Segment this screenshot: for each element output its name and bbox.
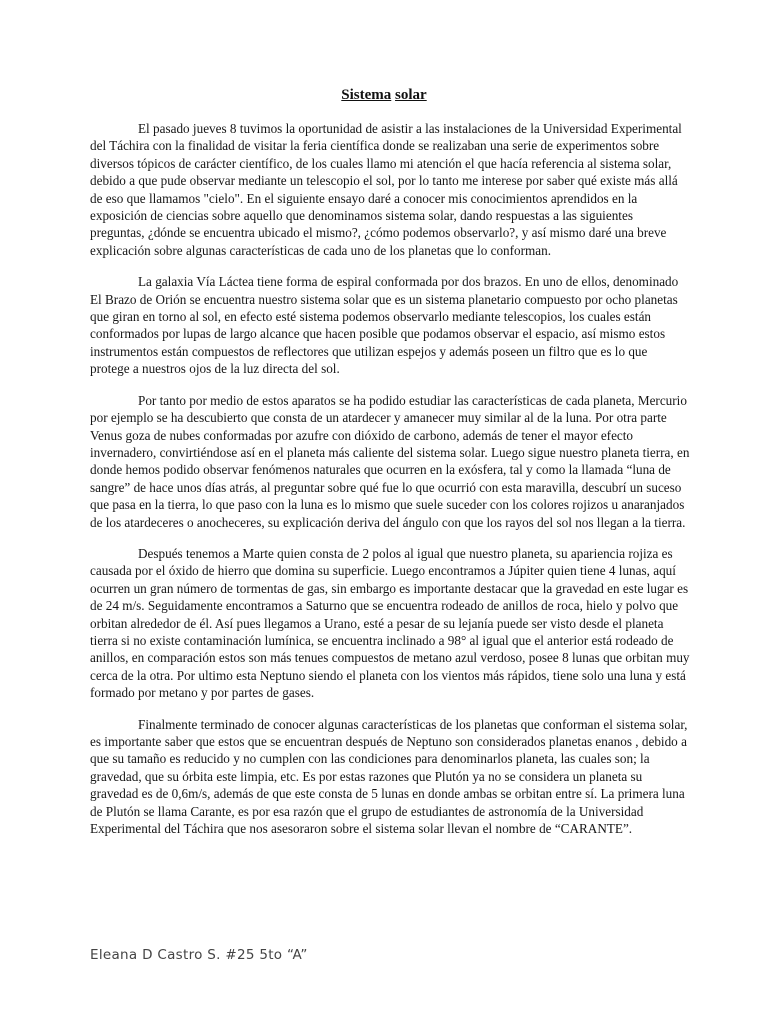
paragraph-planetas-exteriores: Después tenemos a Marte quien consta de 2 polos al igual que nuestro planeta, su apariencia rojiza es causada por el óxido de hierro que domina su superficie. Luego encontramos a Júpiter quien tiene 4 lunas, aquí ocurren un gran número de tormentas de gas, sin embargo es importante destacar que la gravedad en este lugar es de 24 m/s. Seguidamente encontramos a Saturno que se encuentra rodeado de anillos de roca, hielo y polvo que orbitan alrededor de él. Así pues llegamos a Urano, esté a pesar de su lejanía puede ser visto desde el planeta tierra si no existe contaminación lumínica, se encuentra inclinado a 98° al igual que el anterior está rodeado de anillos, en comparación estos son más tenues compuestos de metano azul verdoso, posee 8 lunas que orbitan muy cerca de la otra. Por ultimo esta Neptuno siendo el planeta con los vientos más rápidos, tiene solo una luna y está formado por metano y por partes de gases. [90, 545, 690, 701]
author-footer: Eleana D Castro S. #25 5to “A” [90, 947, 308, 963]
paragraph-conclusion: Finalmente terminado de conocer algunas características de los planetas que conforman el sistema solar, es importante saber que estos que se encuentran después de Neptuno son considerados planetas enanos , debido a que su tamaño es reducido y no cumplen con las condiciones para denominarlos planeta, las cuales son; la gravedad, que su órbita este limpia, etc. Es por estas razones que Plutón ya no se considera un planeta su gravedad es de 0,6m/s, además de que este consta de 5 lunas en donde ambas se orbitan entre sí. La primera luna de Plutón se llama Carante, es por esa razón que el grupo de estudiantes de astronomía de la Universidad Experimental del Táchira que nos asesoraron sobre el sistema solar llevan el nombre de “CARANTE”. [90, 716, 688, 837]
document-body [90, 120, 690, 851]
title-word-sistema: Sistema [341, 87, 392, 103]
paragraph-planetas-interiores: Por tanto por medio de estos aparatos se ha podido estudiar las características de cada planeta, Mercurio por ejemplo se ha descubierto que consta de un atardecer y amanecer muy similar al de la luna. Por otra parte Venus goza de nubes conformadas por azufre con dióxido de carbono, además de tener el mayor efecto invernadero, convirtiéndose así en el planeta más caliente del sistema solar. Luego sigue nuestro planeta tierra, en donde hemos podido observar fenómenos naturales que ocurren en la exósfera, tal y como la llamada “luna de sangre” de hace unos días atrás, al preguntar sobre qué fue lo que ocurrió con esta maravilla, descubrí un suceso que pasa en la tierra, lo que paso con la luna es lo mismo que suele suceder con los colores rojizos u anaranjados de los atardeceres o anocheceres, su explicación deriva del ángulo con que los rayos del sol nos llegan a la tierra. [90, 392, 690, 530]
page-title [0, 87, 768, 104]
paragraph-via-lactea: La galaxia Vía Láctea tiene forma de espiral conformada por dos brazos. En uno de ellos, denominado El Brazo de Orión se encuentra nuestro sistema solar que es un sistema planetario compuesto por ocho planetas que giran en torno al sol, en efecto esté sistema podemos observarlo mediante telescopios, los cuales están conformados por lupas de largo alcance que hacen posible que podamos observar el espacio, así mismo estos instrumentos están compuestos de reflectores que utilizan espejos y además poseen un filtro que es lo que protege a nuestros ojos de la luz directa del sol. [90, 274, 679, 377]
paragraph-intro: El pasado jueves 8 tuvimos la oportunidad de asistir a las instalaciones de la Universidad Experimental del Táchira con la finalidad de visitar la feria científica donde se realizaban una serie de experimentos sobre diversos tópicos de carácter científico, de los cuales llamo mi atención el que hacía referencia al sistema solar, debido a que pude observar mediante un telescopio el sol, por lo tanto me interese por saber qué existe más allá de eso que llamamos "cielo". En el siguiente ensayo daré a conocer mis conocimientos aprendidos en la exposición de ciencias sobre aquello que denominamos sistema solar, dando respuestas a las siguientes preguntas, ¿dónde se encuentra ubicado el mismo?, ¿cómo podemos observarlo?, y así mismo daré una breve explicación sobre algunas características de cada uno de los planetas que lo conforman. [90, 121, 682, 258]
title-word-solar: solar [395, 87, 427, 103]
